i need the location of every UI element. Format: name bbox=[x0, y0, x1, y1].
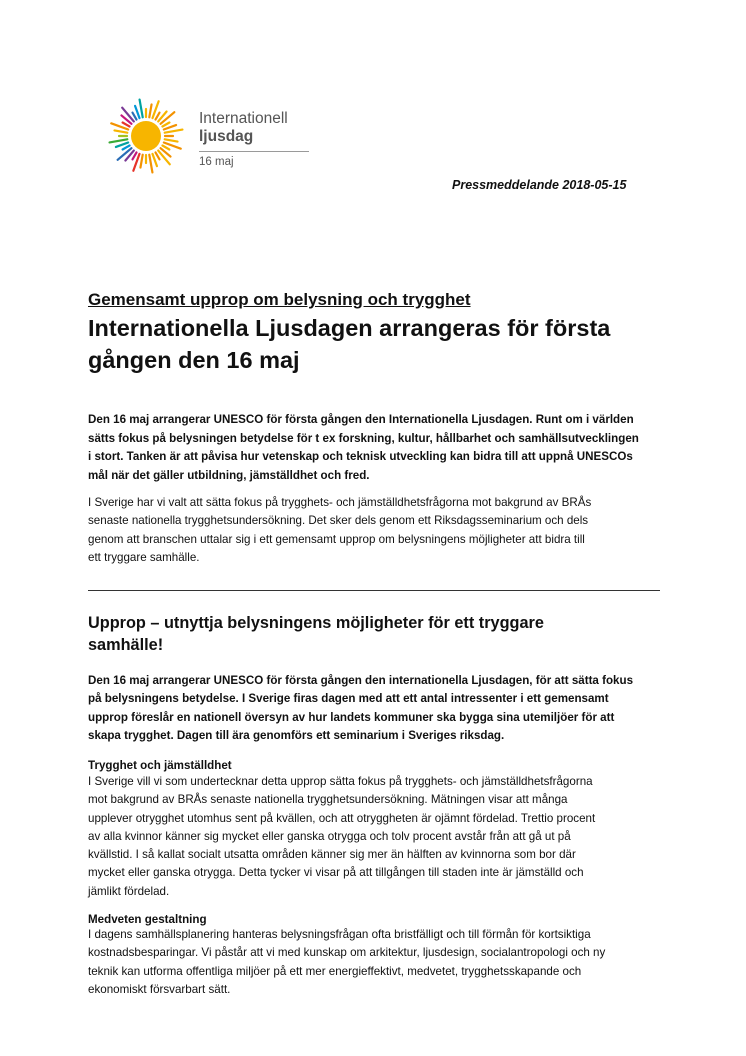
paragraph2-line: av alla kvinnor känner sig mycket eller ganska otrygga och tolv procent avstår från att gå ut på bbox=[88, 829, 571, 843]
sun-ray bbox=[165, 130, 183, 133]
sun-ray bbox=[158, 151, 170, 165]
logo-name-line1: Internationell bbox=[199, 110, 288, 127]
section-heading bbox=[88, 612, 660, 656]
section-divider bbox=[88, 590, 660, 591]
kicker: Gemensamt upprop om belysning och trygghet bbox=[88, 290, 471, 309]
section-lead bbox=[88, 672, 660, 745]
sun-ray bbox=[149, 155, 152, 173]
paragraph3-line: I dagens samhällsplanering hanteras belysningsfrågan ofta bristfälligt och till förmån för kortsiktiga bbox=[88, 928, 591, 941]
paragraph2-line: mot bakgrund av BRÅs senaste nationella trygghetsundersökning. Mätningen visar att många bbox=[88, 793, 568, 807]
headline bbox=[88, 312, 660, 376]
logo-divider bbox=[199, 151, 309, 152]
logo bbox=[102, 96, 314, 176]
paragraph2-line: mycket eller ganska otrygga. Detta tycker vi visar på att tillgången till staden inte är jämställd och bbox=[88, 866, 584, 880]
logo-date: 16 maj bbox=[199, 156, 234, 168]
lead2-line: skapa trygghet. Dagen till ära genomförs ett seminarium i Sveriges riksdag. bbox=[88, 728, 505, 742]
subheading-gestaltning: Medveten gestaltning bbox=[88, 913, 207, 926]
sun-ray bbox=[133, 152, 137, 159]
paragraph1-line: genom att branschen uttalar sig i ett gemensamt upprop om belysningens möjligheter att bidra till bbox=[88, 532, 585, 546]
headline-line: gången den 16 maj bbox=[88, 347, 300, 373]
sun-ray bbox=[156, 152, 160, 159]
sun-ray bbox=[123, 146, 130, 150]
paragraph-3 bbox=[88, 926, 660, 999]
paragraph2-line: kvällstid. I så kallat socialt utsatta områden känner sig mer än hälften av kvinnorna som bor där bbox=[88, 848, 576, 862]
sun-ray bbox=[140, 100, 143, 118]
section_heading-line: samhälle! bbox=[88, 636, 164, 654]
sun-ray bbox=[140, 155, 142, 168]
sun-ray bbox=[162, 123, 169, 127]
lead2-line: på belysningens betydelse. I Sverige firas dagen med att ett antal intressenter i ett gemensamt bbox=[88, 692, 609, 706]
sun-ray bbox=[161, 112, 175, 124]
section_heading-line: Upprop – utnyttja belysningens möjligheter för ett tryggare bbox=[88, 614, 544, 632]
sun-ray bbox=[122, 108, 134, 122]
sun-icon bbox=[102, 96, 194, 176]
lead2-line: upprop föreslår en nationell översyn av hur landets kommuner ska bygga sina utemiljöer för att bbox=[88, 710, 615, 724]
sun-disc bbox=[131, 121, 161, 151]
paragraph1-line: I Sverige har vi valt att sätta fokus på trygghets- och jämställdhetsfrågorna mot bakgrund av BRÅs bbox=[88, 496, 592, 509]
paragraph2-line: jämlikt fördelad. bbox=[88, 884, 170, 898]
paragraph-2 bbox=[88, 773, 660, 901]
sun-ray bbox=[149, 104, 151, 117]
logo-name-line2: ljusdag bbox=[199, 128, 254, 145]
paragraph-1 bbox=[88, 494, 660, 567]
subheading-trygghet: Trygghet och jämställdhet bbox=[88, 759, 232, 772]
lead-line: i stort. Tanken är att påvisa hur vetenskap och teknisk utveckling kan bidra till att uppnå UNESCOs bbox=[88, 450, 633, 463]
paragraph3-line: teknik kan utforma offentliga miljöer på ett mer energieffektivt, medvetet, trygghetsskapande och bbox=[88, 964, 582, 978]
lead-line: mål när det gäller utbildning, jämställdhet och fred. bbox=[88, 468, 370, 482]
sun-ray bbox=[133, 113, 137, 120]
paragraph2-line: I Sverige vill vi som undertecknar detta upprop sätta fokus på trygghets- och jämställdhetsfrågorna bbox=[88, 775, 593, 788]
lead-line: sätts fokus på belysningen betydelse för t ex forskning, kultur, hållbarhet och samhällsutvecklingen bbox=[88, 431, 639, 445]
paragraph1-line: senaste nationella trygghetsundersökning. Det sker dels genom ett Riksdagsseminarium och dels bbox=[88, 514, 589, 528]
sun-ray bbox=[156, 113, 160, 120]
sun-ray bbox=[162, 146, 169, 150]
sun-ray bbox=[165, 139, 178, 141]
paragraph3-line: ekonomiskt försvarbart sätt. bbox=[88, 982, 231, 996]
sun-ray bbox=[110, 139, 128, 142]
lead2-line: Den 16 maj arrangerar UNESCO för första gången den internationella Ljusdagen, för att sätta fokus bbox=[88, 674, 634, 687]
paragraph1-line: ett tryggare samhälle. bbox=[88, 550, 200, 564]
press-release-date: Pressmeddelande 2018-05-15 bbox=[452, 178, 627, 192]
paragraph3-line: kostnadsbesparingar. Vi påstår att vi med kunskap om arkitektur, ljusdesign, socialantropologi och ny bbox=[88, 946, 606, 960]
headline-line: Internationella Ljusdagen arrangeras för första bbox=[88, 315, 611, 341]
sun-ray bbox=[118, 148, 132, 160]
lead-line: Den 16 maj arrangerar UNESCO för första gången den Internationella Ljusdagen. Runt om i världen bbox=[88, 413, 634, 426]
paragraph2-line: upplever otrygghet utomhus sent på kvällen, och att otryggheten är ojämnt fördelad. Trettio procent bbox=[88, 811, 596, 825]
sun-ray bbox=[114, 130, 127, 132]
lead-paragraph bbox=[88, 411, 660, 485]
sun-ray bbox=[123, 123, 130, 127]
